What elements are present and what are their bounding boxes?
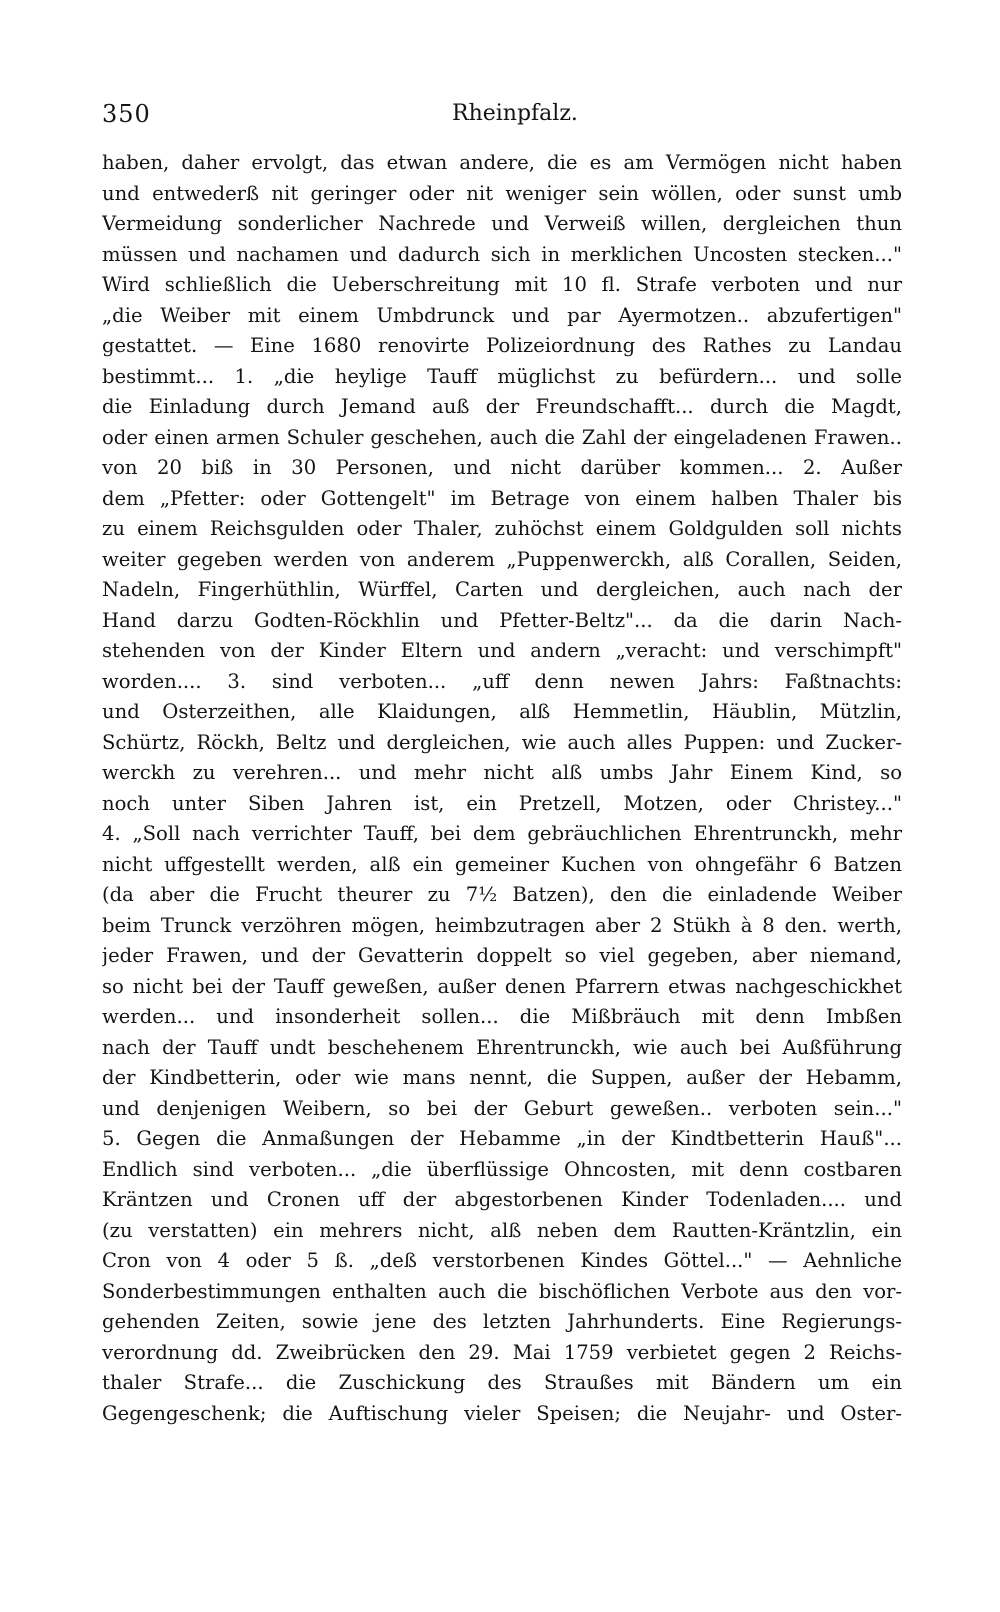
text-line: dem „Pfetter: oder Gottengelt" im Betrage von einem halben Thaler bis [102, 486, 902, 510]
text-line: Gegengeschenk; die Auftischung vieler Speisen; die Neujahr- und Oster- [102, 1401, 902, 1425]
text-line: Vermeidung sonderlicher Nachrede und Verweiß willen, dergleichen thun [102, 212, 902, 235]
text-line: der Kindbetterin, oder wie mans nennt, die Suppen, außer der Hebamm, [102, 1066, 902, 1089]
text-line: bestimmt... 1. „die heylige Tauff müglichst zu befürdern... und solle [102, 364, 902, 388]
text-line: oder einen armen Schuler geschehen, auch die Zahl der eingeladenen Frawen.. [102, 425, 902, 449]
running-title: Rheinpfalz. [452, 101, 578, 126]
text-line: die Einladung durch Jemand auß der Freundschafft... durch die Magdt, [102, 395, 902, 418]
text-line: „die Weiber mit einem Umbdrunck und par Ayermotzen.. abzufertigen" [102, 303, 902, 327]
text-line: worden.... 3. sind verboten... „uff denn newen Jahrs: Faßtnachts: [102, 669, 902, 693]
text-line: gestattet. — Eine 1680 renovirte Polizeiordnung des Rathes zu Landau [102, 334, 902, 357]
text-line: thaler Strafe... die Zuschickung des Straußes mit Bändern um ein [102, 1371, 902, 1394]
text-line: noch unter Siben Jahren ist, ein Pretzell, Motzen, oder Christey..." [102, 791, 902, 815]
text-line: und Osterzeithen, alle Klaidungen, alß Hemmetlin, Häublin, Mützlin, [102, 700, 902, 723]
text-line: Sonderbestimmungen enthalten auch die bischöflichen Verbote aus den vor- [102, 1279, 902, 1303]
text-line: Cron von 4 oder 5 ß. „deß verstorbenen Kindes Göttel..." — Aehnliche [102, 1249, 902, 1272]
text-line: Endlich sind verboten... „die überflüssige Ohncosten, mit denn costbaren [102, 1157, 902, 1181]
text-line: beim Trunck verzöhren mögen, heimbzutragen aber 2 Stükh à 8 den. werth, [102, 913, 902, 937]
page-number: 350 [102, 100, 151, 128]
body-text [102, 148, 902, 1429]
text-line: müssen und nachamen und dadurch sich in merklichen Uncosten stecken..." [102, 242, 902, 266]
text-line: Schürtz, Röckh, Beltz und dergleichen, wie auch alles Puppen: und Zucker- [102, 730, 902, 754]
text-line: gehenden Zeiten, sowie jene des letzten Jahrhunderts. Eine Regierungs- [102, 1310, 902, 1333]
text-line: stehenden von der Kinder Eltern und andern „veracht: und verschimpft" [102, 639, 902, 662]
text-line: jeder Frawen, und der Gevatterin doppelt so viel gegeben, aber niemand, [102, 944, 902, 967]
text-line: 4. „Soll nach verrichter Tauff, bei dem gebräuchlichen Ehrentrunckh, mehr [102, 822, 902, 845]
text-line: so nicht bei der Tauff geweßen, außer denen Pfarrern etwas nachgeschickhet [102, 974, 902, 998]
text-line: werden... und insonderheit sollen... die Mißbräuch mit denn Imbßen [102, 1005, 902, 1028]
text-line: Hand darzu Godten-Röckhlin und Pfetter-Beltz"... da die darin Nach- [102, 608, 902, 632]
text-line: nach der Tauff undt beschehenem Ehrentrunckh, wie auch bei Außführung [102, 1035, 902, 1059]
text-line: werckh zu verehren... und mehr nicht alß umbs Jahr Einem Kind, so [102, 761, 902, 784]
text-line: 5. Gegen die Anmaßungen der Hebamme „in der Kindtbetterin Hauß"... [102, 1127, 902, 1150]
text-line: zu einem Reichsgulden oder Thaler, zuhöchst einem Goldgulden soll nichts [102, 517, 902, 540]
text-line: Kräntzen und Cronen uff der abgestorbenen Kinder Todenladen.... und [102, 1188, 902, 1211]
text-line: nicht uffgestellt werden, alß ein gemeiner Kuchen von ohngefähr 6 Batzen [102, 852, 902, 876]
text-line: verordnung dd. Zweibrücken den 29. Mai 1759 verbietet gegen 2 Reichs- [102, 1340, 902, 1364]
text-line: haben, daher ervolgt, das etwan andere, die es am Vermögen nicht haben [102, 151, 902, 174]
text-line: Wird schließlich die Ueberschreitung mit 10 fl. Strafe verboten und nur [102, 273, 902, 296]
text-line: (da aber die Frucht theurer zu 7½ Batzen), den die einladende Weiber [102, 883, 902, 906]
text-line: und entwederß nit geringer oder nit weniger sein wöllen, oder sunst umb [102, 181, 902, 205]
text-line: und denjenigen Weibern, so bei der Geburt geweßen.. verboten sein..." [102, 1096, 902, 1120]
text-line: von 20 biß in 30 Personen, und nicht darüber kommen... 2. Außer [102, 456, 902, 479]
text-line: Nadeln, Fingerhüthlin, Würffel, Carten und dergleichen, auch nach der [102, 578, 902, 601]
text-line: (zu verstatten) ein mehrers nicht, alß neben dem Rautten-Kräntzlin, ein [102, 1218, 902, 1242]
text-line: weiter gegeben werden von anderem „Puppenwerckh, alß Corallen, Seiden, [102, 547, 902, 571]
